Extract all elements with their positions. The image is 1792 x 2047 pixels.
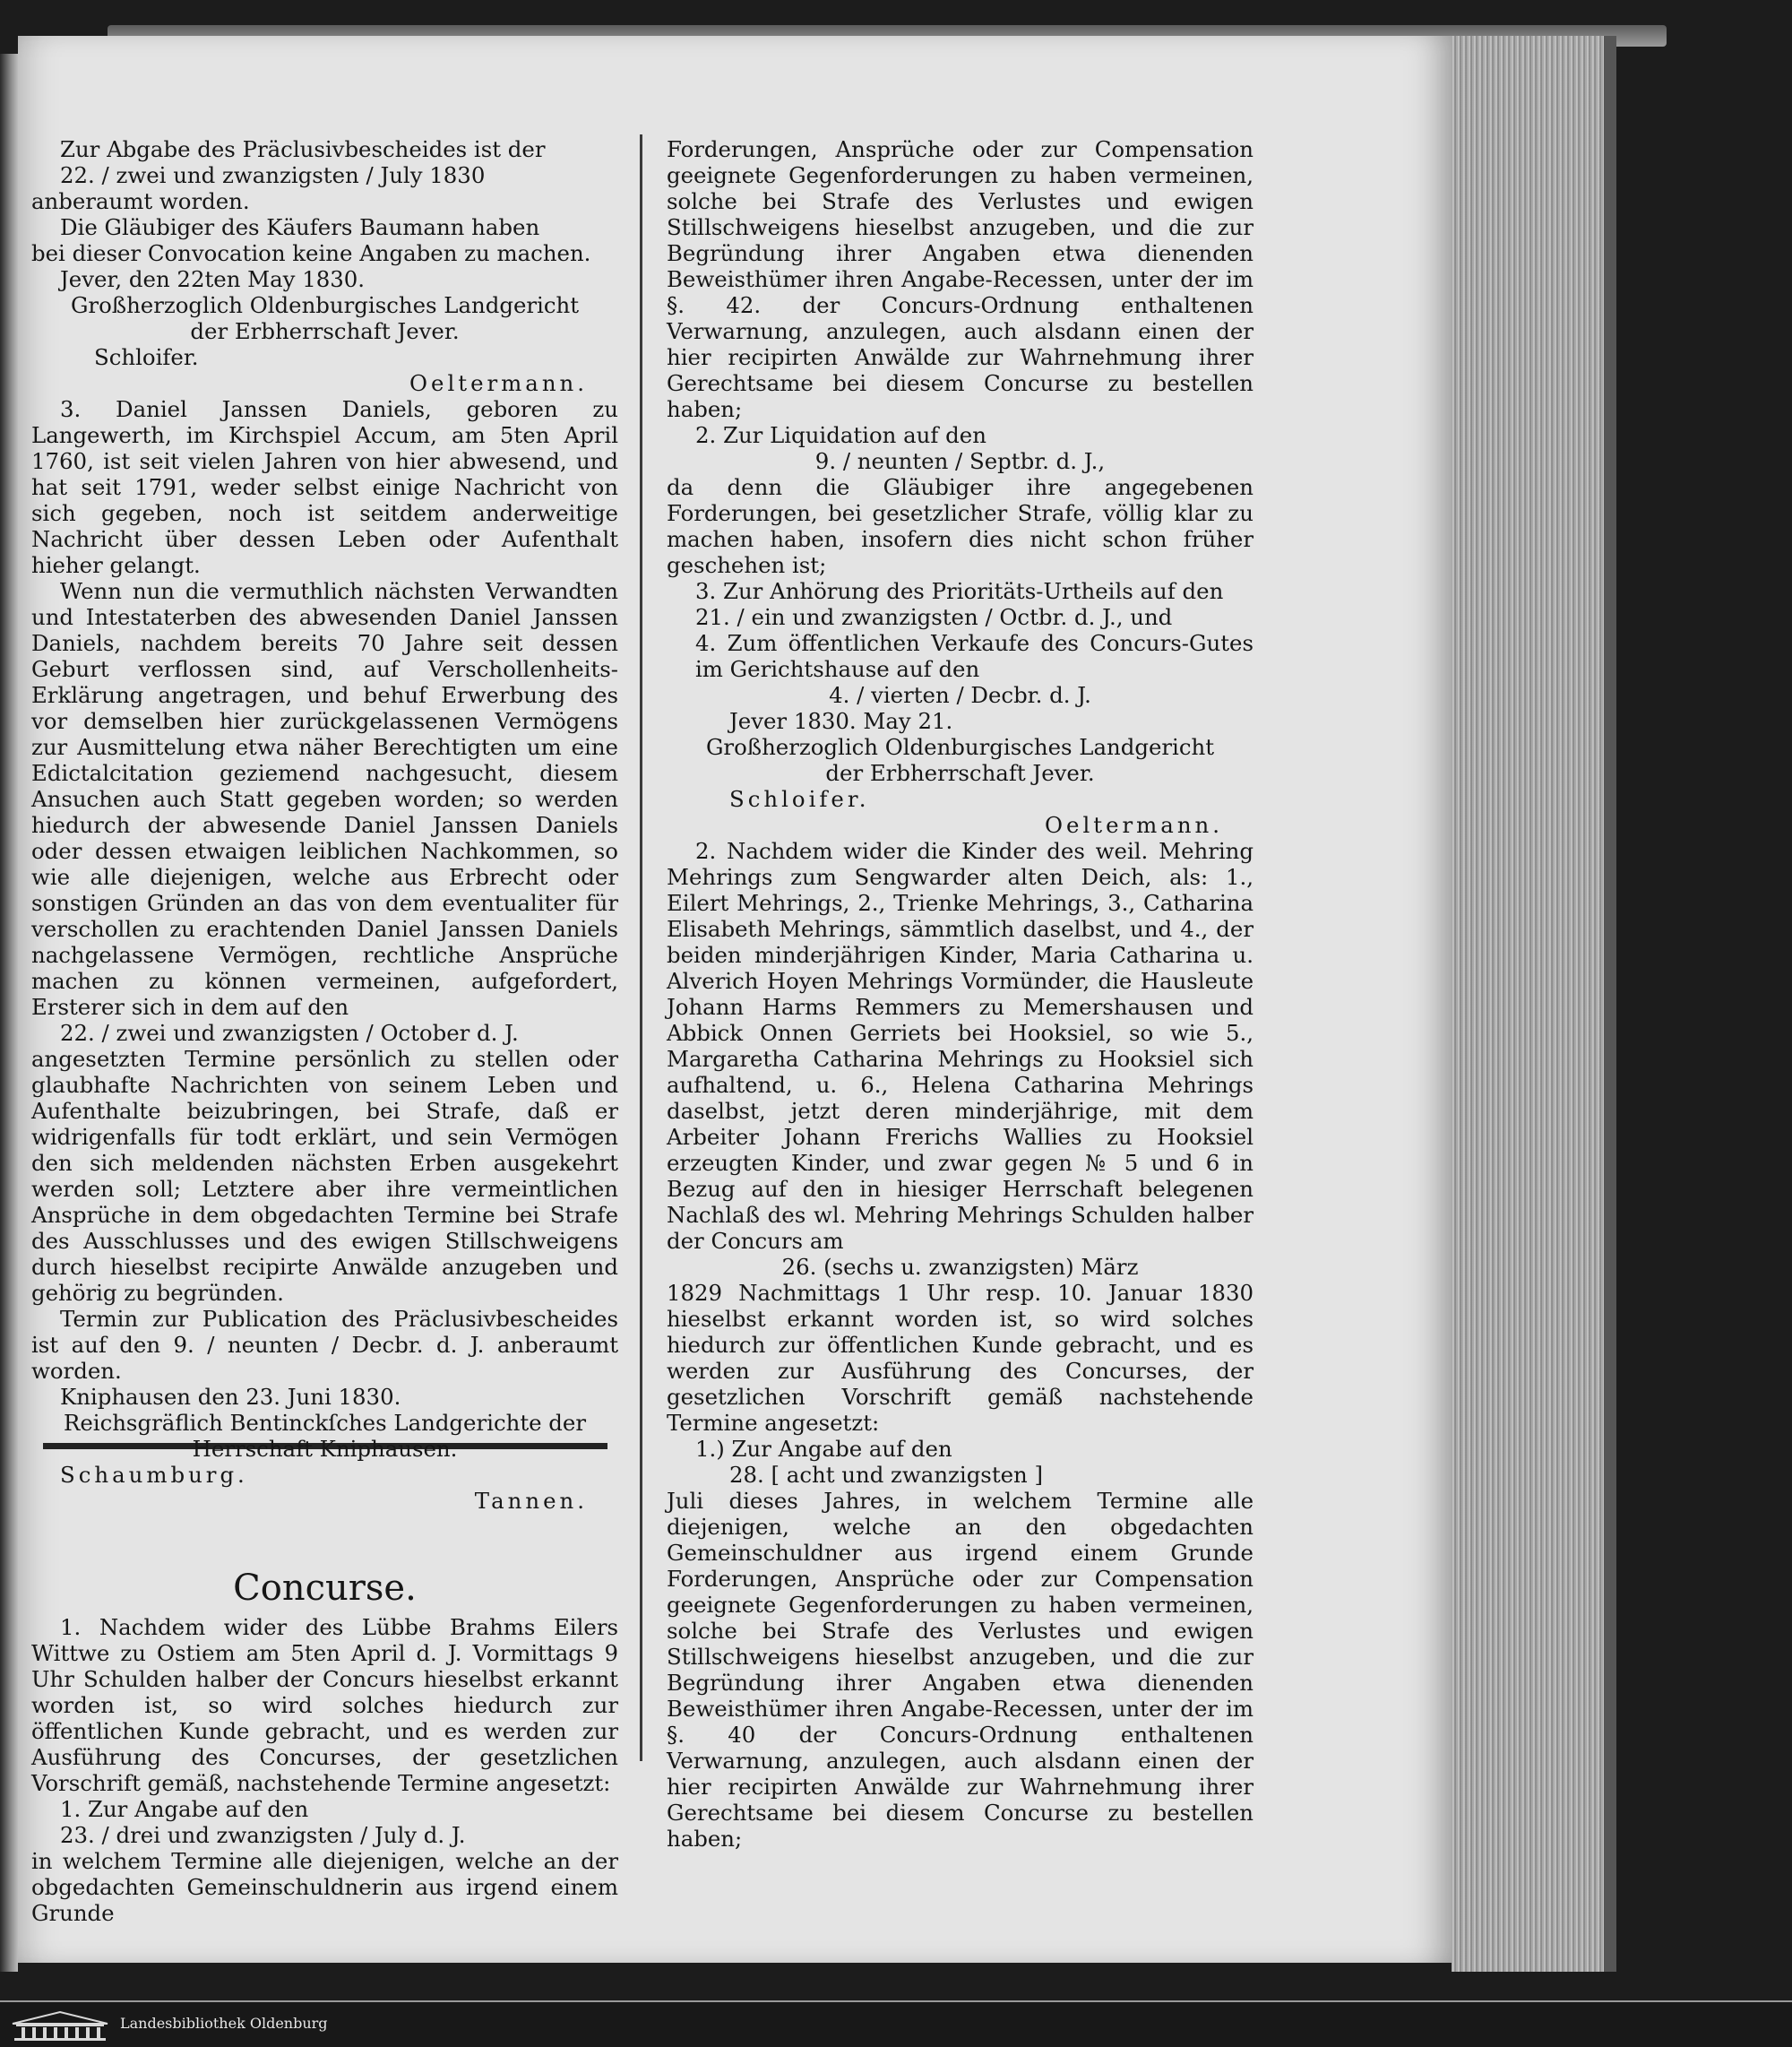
text-line: anberaumt worden. <box>31 188 250 214</box>
text-line: Reichsgräflich Bentinckſches Landgerichte der <box>63 1410 587 1436</box>
library-name: Landesbibliothek Oldenburg <box>120 2015 328 2032</box>
text-line: Forderungen, Ansprüche oder zur Compensation geeignete Gegenforderungen zu haben vermeinen, solche bei Strafe des Verlustes und ewigen Stillschweigens hieselbst anzugeben, und die zur Begründung ihrer Angaben etwa dienenden Beweisthümer ihren Angabe-Recessen, unter der im §. 42. der Concurs-Ordnung enthaltenen Verwarnung, anzulegen, auch alsdann einen der hier recipirten Anwälde zur Wahrnehmung ihrer Gerechtsame bei diesem Concurse zu bestellen haben; <box>667 136 1254 422</box>
left-column-notices <box>31 136 618 1514</box>
text-line: Schaumburg. <box>60 1462 248 1488</box>
rule-spacer <box>31 1514 618 1559</box>
text-line: Oeltermann. <box>1045 812 1223 838</box>
text-line: 9. / neunten / Septbr. d. J., <box>814 448 1106 474</box>
text-line: 22. / zwei und zwanzigsten / July 1830 <box>60 162 486 188</box>
text-line: 1.) Zur Angabe auf den <box>695 1436 952 1462</box>
text-line: Jever 1830. May 21. <box>729 708 953 734</box>
text-line: Die Gläubiger des Käufers Baumann haben <box>60 214 540 240</box>
text-line: Kniphausen den 23. Juni 1830. <box>60 1384 401 1410</box>
text-line: Wenn nun die vermuthlich nächsten Verwandten und Intestaterben des abwesenden Daniel Janssen Daniels, nachdem bereits 70 Jahre seit dessen Geburt verflossen sind, auf Verschollenheits-Erklärung angetragen, und behuf Erwerbung des vor demselben hier zurückgelassenen Vermögens zur Ausmittelung etwa näher Berechtigten um eine Edictalcitation geziemend nachgesucht, diesem Ansuchen auch Statt gegeben worden; so werden hiedurch der abwesende Daniel Janssen Daniels oder dessen etwaigen leiblichen Nachkommen, so wie alle diejenigen, welche aus Erbrecht oder sonstigen Gründen an das von dem eventualiter für verschollen zu erachtenden Daniel Janssen Daniels nachgelassene Vermögen, rechtliche Ansprüche machen zu können vermeinen, aufgefordert, Ersterer sich in dem auf den <box>31 578 618 1020</box>
left-text-column <box>31 136 618 1926</box>
text-line: 1829 Nachmittags 1 Uhr resp. 10. Januar 1830 hieselbst erkannt worden ist, so wird solches hiedurch zur öffentlichen Kunde gebracht, und es werden zur Ausführung des Concurses, der gesetzlichen Vorschrift gemäß nachstehende Termine angesetzt: <box>667 1280 1254 1436</box>
text-line: 3. Zur Anhörung des Prioritäts-Urtheils auf den <box>695 578 1224 604</box>
text-line: 1. Nachdem wider des Lübbe Brahms Eilers Wittwe zu Ostiem am 5ten April d. J. Vormittags 9 Uhr Schulden halber der Concurs hieselbst erkannt worden ist, so wird solches hiedurch zur öffentlichen Kunde gebracht, und es werden zur Ausführung des Concurses, der gesetzlichen Vorschrift gemäß, nachstehende Termine angesetzt: <box>31 1614 618 1796</box>
text-line: 23. / drei und zwanzigsten / July d. J. <box>60 1822 466 1848</box>
text-line: der Erbherrschaft Jever. <box>190 318 460 344</box>
text-line: der Erbherrschaft Jever. <box>825 760 1095 786</box>
footer-bar <box>0 2000 1792 2047</box>
text-line: 2. Zur Liquidation auf den <box>695 422 986 448</box>
text-line: Juli dieses Jahres, in welchem Termine alle diejenigen, welche an den obgedachten Gemeinschuldner aus irgend einem Grunde Forderungen, Ansprüche oder zur Compensation geeignete Gegenforderungen zu haben vermeinen, solche bei Strafe des Verlustes und ewigen Stillschweigens hieselbst anzugeben, und die zur Begründung ihrer Angaben etwa dienenden Beweisthümer ihren Angabe-Recessen, unter der im §. 40 der Concurs-Ordnung enthaltenen Verwarnung, anzulegen, auch alsdann einen der hier recipirten Anwälde zur Wahrnehmung ihrer Gerechtsame bei diesem Concurse zu bestellen haben; <box>667 1488 1254 1852</box>
text-line: Zur Abgabe des Präclusivbescheides ist der <box>60 136 546 162</box>
book-page-edges <box>1452 36 1616 1972</box>
text-line: da denn die Gläubiger ihre angegebenen Forderungen, bei gesetzlicher Strafe, völlig klar zu machen haben, insofern dies nicht schon früher geschehen ist; <box>667 474 1254 578</box>
text-line: 4. / vierten / Decbr. d. J. <box>829 682 1091 708</box>
text-line: Großherzoglich Oldenburgisches Landgericht <box>70 292 580 318</box>
section-heading: Concurse. <box>233 1568 417 1609</box>
text-line: 26. (sechs u. zwanzigsten) März <box>781 1254 1139 1280</box>
text-line: 21. / ein und zwanzigsten / Octbr. d. J., und <box>695 604 1173 630</box>
right-text-column <box>667 136 1254 1852</box>
text-line: Herrschaft Kniphausen. <box>192 1436 458 1462</box>
right-column-notices <box>667 136 1254 1852</box>
left-column-concurse <box>31 1614 618 1926</box>
text-line: 4. Zum öffentlichen Verkaufe des Concurs-Gutes im Gerichtshause auf den <box>695 630 1254 682</box>
previous-page-edge <box>0 54 18 1972</box>
library-building-icon <box>11 2009 109 2042</box>
text-line: bei dieser Convocation keine Angaben zu machen. <box>31 240 591 266</box>
text-line: Jever, den 22ten May 1830. <box>60 266 366 292</box>
text-line: 1. Zur Angabe auf den <box>60 1796 309 1822</box>
text-line: Schloifer. <box>94 344 199 370</box>
text-line: angesetzten Termine persönlich zu stellen oder glaubhafte Nachrichten von seinem Leben und Aufenthalte beizubringen, bei Strafe, daß er widrigenfalls für todt erklärt, und sein Vermögen den sich meldenden nächsten Erben ausgekehrt werden soll; Letztere aber ihre vermeintlichen Ansprüche in dem obgedachten Termine bei Strafe des Ausschlusses und des ewigen Stillschweigens durch hieselbst recipirte Anwälde anzugeben und gehörig zu begründen. <box>31 1046 618 1306</box>
text-line: 28. [ acht und zwanzigsten ] <box>729 1462 1044 1488</box>
text-line: Großherzoglich Oldenburgisches Landgericht <box>705 734 1215 760</box>
text-line: 22. / zwei und zwanzigsten / October d. J. <box>60 1020 519 1046</box>
column-divider <box>640 134 642 1761</box>
text-line: Oeltermann. <box>409 370 588 396</box>
text-line: Tannen. <box>474 1488 588 1514</box>
text-line: 3. Daniel Janssen Daniels, geboren zu Langewerth, im Kirchspiel Accum, am 5ten April 1760, ist seit vielen Jahren von hier abwesend, und hat seit 1791, weder selbst einige Nachricht von sich gegeben, noch ist seitdem anderweitige Nachricht über dessen Leben oder Aufenthalt hieher gelangt. <box>31 396 618 578</box>
text-line: 2. Nachdem wider die Kinder des weil. Mehring Mehrings zum Sengwarder alten Deich, als: 1., Eilert Mehrings, 2., Trienke Mehrings, 3., Catharina Elisabeth Mehrings, sämmtlich daselbst, und 4., der beiden minderjährigen Kinder, Maria Catharina u. Alverich Hoyen Mehrings Vormünder, die Hausleute Johann Harms Remmers zu Memershausen und Abbick Onnen Gerriets bei Hooksiel, so wie 5., Margaretha Catharina Mehrings zu Hooksiel sich aufhaltend, u. 6., Helena Catharina Mehrings daselbst, jetzt deren minderjährige, mit dem Arbeiter Johann Frerichs Wallies zu Hooksiel erzeugten Kinder, und zwar gegen № 5 und 6 in Bezug auf den in hiesiger Herrschaft belegenen Nachlaß des wl. Mehring Mehrings Schulden halber der Concurs am <box>667 838 1254 1254</box>
text-line: Termin zur Publication des Präclusivbescheides ist auf den 9. / neunten / Decbr. d. J. anberaumt worden. <box>31 1306 618 1384</box>
text-line: in welchem Termine alle diejenigen, welche an der obgedachten Gemeinschuldnerin aus irgend einem Grunde <box>31 1848 618 1926</box>
text-line: Schloifer. <box>729 786 870 812</box>
